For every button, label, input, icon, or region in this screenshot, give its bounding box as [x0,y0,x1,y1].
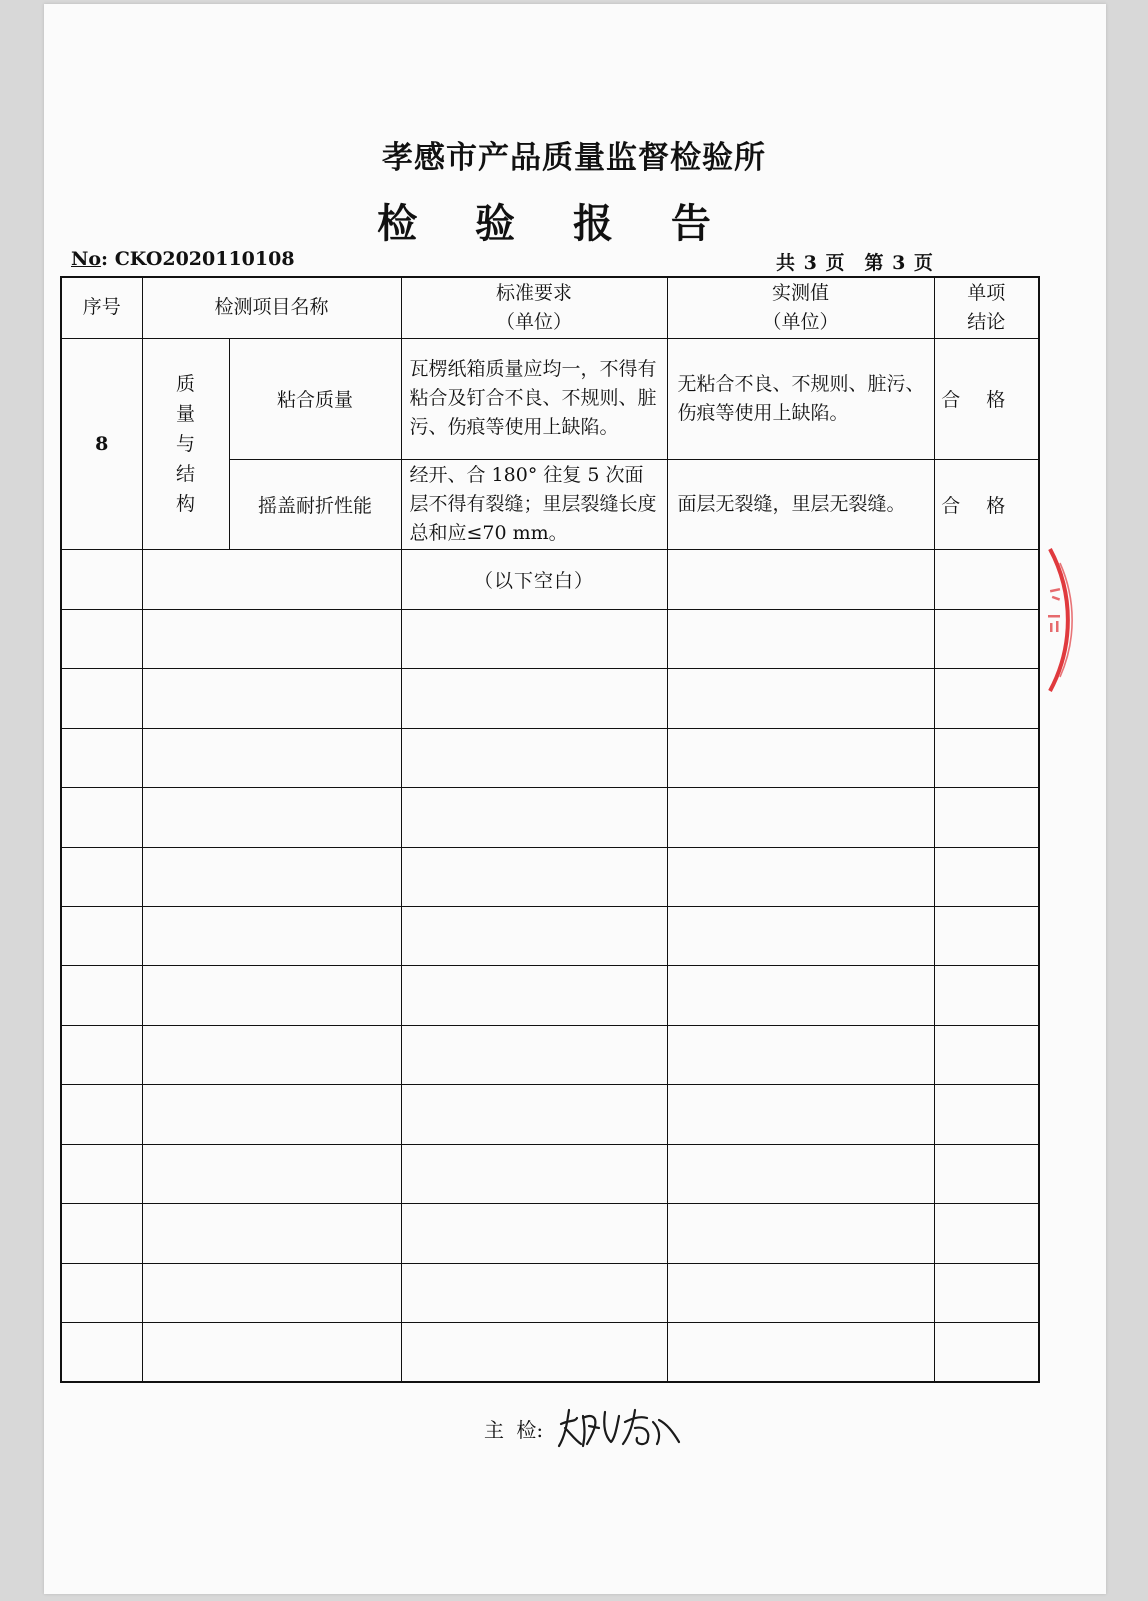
empty-row [61,847,1039,906]
verdict-cell: 合格 [934,338,1039,459]
seq-number: 8 [61,338,142,550]
verdict-cell: 合格 [934,459,1039,550]
table-row [61,338,1039,459]
col-header-verdict [934,277,1039,338]
institution-title: 孝感市产品质量监督检验所 [382,140,766,176]
page-total: 共 3 页 [776,252,845,274]
item-name: 摇盖耐折性能 [229,459,401,550]
category-char: 质 [175,373,195,396]
inspection-table [60,276,1040,1383]
category-char: 与 [175,433,195,456]
empty-cell [934,550,1039,609]
report-number-value: CKO2020110108 [114,248,295,270]
category-char: 量 [175,403,195,426]
document-title: 检 验 报 告 [377,200,733,247]
empty-cell [61,550,142,609]
page-indicator [776,248,933,275]
inspector-label: 主 检: [484,1418,544,1442]
col-header-standard [401,277,667,338]
standard-text: 经开、合 180° 往复 5 次面层不得有裂缝；里层裂缝长度总和应≤70 mm。 [401,459,667,550]
empty-row [61,788,1039,847]
empty-cell [667,550,934,609]
measured-text: 面层无裂缝，里层无裂缝。 [667,459,934,550]
col-header-seq: 序号 [61,277,142,338]
empty-row [61,1322,1039,1382]
empty-row [61,907,1039,966]
empty-row [61,1263,1039,1322]
report-number-colon: : [101,248,115,270]
empty-row [61,609,1039,668]
col-header-verdict-line1: 单项 [967,281,1006,304]
empty-row [61,1144,1039,1203]
col-header-measured [667,277,934,338]
category-char: 构 [175,493,195,516]
standard-text: 瓦楞纸箱质量应均一，不得有粘合及钉合不良、不规则、脏污、伤痕等使用上缺陷。 [401,338,667,459]
col-header-standard-unit: （单位） [496,310,573,333]
col-header-item: 检测项目名称 [142,277,401,338]
empty-row [61,1085,1039,1144]
empty-row [61,1204,1039,1263]
category-char: 结 [175,463,195,486]
report-number-label: No [71,248,102,270]
empty-row [61,966,1039,1025]
category-cell [142,338,229,550]
empty-row [61,728,1039,787]
empty-cell [142,550,401,609]
report-number [71,248,295,270]
table-row [61,550,1039,609]
col-header-measured-unit: （单位） [762,310,839,333]
item-name: 粘合质量 [229,338,401,459]
empty-row [61,1025,1039,1084]
signature-image [555,1402,685,1452]
blank-note: （以下空白） [401,550,667,609]
seal-stamp-image [1036,545,1096,695]
measured-text: 无粘合不良、不规则、脏污、伤痕等使用上缺陷。 [667,338,934,459]
page-current: 第 3 页 [864,252,933,274]
empty-row [61,669,1039,728]
col-header-verdict-line2: 结论 [967,310,1006,333]
col-header-measured-title: 实测值 [772,281,830,304]
col-header-standard-title: 标准要求 [496,281,573,304]
table-header-row [61,277,1039,338]
